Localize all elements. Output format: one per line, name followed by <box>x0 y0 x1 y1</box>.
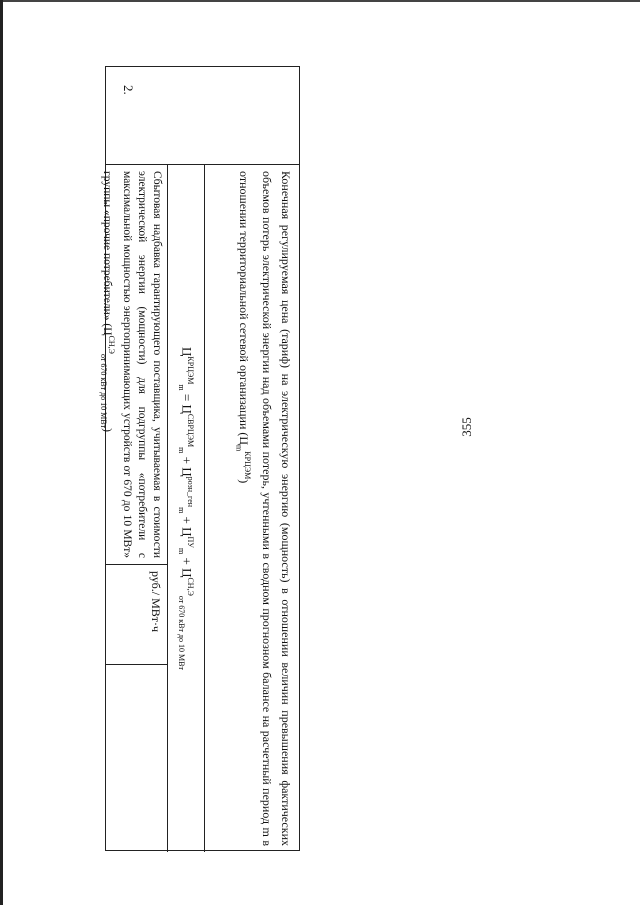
unit-text: руб./ МВт·ч <box>149 571 163 633</box>
formula-term-4-sub: от 670 кВт до 10 МВт <box>177 595 187 670</box>
formula-plus-1: + <box>179 453 195 468</box>
formula-term-2: Ц <box>179 467 195 477</box>
formula-plus-2: + <box>179 513 195 528</box>
formula-cell <box>167 165 204 852</box>
price-definition-text: Конечная регулируемая цена (тариф) на электрическую энергию (мощность) в отношении величин превышения фактических объемов потерь электрической энергии над объемами потерь, учтенными в сводном прогнозном балансе на расчетный период m в отношении территориальной сетевой организации (Ц <box>237 171 293 846</box>
markup-description-cell <box>98 165 167 565</box>
formula-term-2-sup: розн_ген <box>186 476 195 508</box>
tariff-table <box>98 66 300 851</box>
price-definition-symbol-sub: m <box>234 445 244 452</box>
price-definition-symbol-sup: КРЦЭМ <box>243 451 252 480</box>
formula-term-2-sub: m <box>177 507 187 514</box>
formula-term-1-sup: СВРЦЭМ <box>186 413 195 448</box>
formula-eq: = <box>179 390 195 405</box>
formula-term-1: Ц <box>179 404 195 414</box>
markup-symbol-sup: СН,Э <box>107 335 116 354</box>
scan-edge-top <box>0 0 640 2</box>
formula-lhs: Ц <box>179 347 195 357</box>
scan-edge-left <box>0 0 3 905</box>
markup-description-close: ) <box>101 428 114 432</box>
formula-term-4: Ц <box>179 568 195 578</box>
formula-term-1-sub: m <box>177 447 187 454</box>
row-number-cell <box>106 67 299 165</box>
price-definition-cell <box>204 165 299 852</box>
formula-term-4-sup: СН,Э <box>186 577 195 596</box>
formula-plus-3: + <box>179 554 195 569</box>
formula-lhs-sup: КРЦЭМ <box>186 356 195 385</box>
page-number: 355 <box>459 417 474 437</box>
formula-term-3: Ц <box>179 527 195 537</box>
formula-lhs-sub: m <box>177 384 187 391</box>
price-definition-close: ) <box>237 479 251 484</box>
markup-symbol-sub: от 670 кВт до 10 МВт <box>98 353 108 429</box>
formula-term-3-sup: ПУ <box>186 536 195 548</box>
row-number: 2. <box>121 85 136 95</box>
markup-description-text: Сбытовая надбавка гарантирующего поставщика, учитываемая в стоимости электрической энергии (мощности) для подгруппы «потребители с максимальной мощностью энергопринимающих устройств от 670 до 10 МВт» группы «прочие потребители» (Ц <box>101 171 163 558</box>
formula-term-3-sub: m <box>177 547 187 555</box>
empty-value-cell <box>106 665 167 852</box>
unit-cell <box>106 565 167 665</box>
